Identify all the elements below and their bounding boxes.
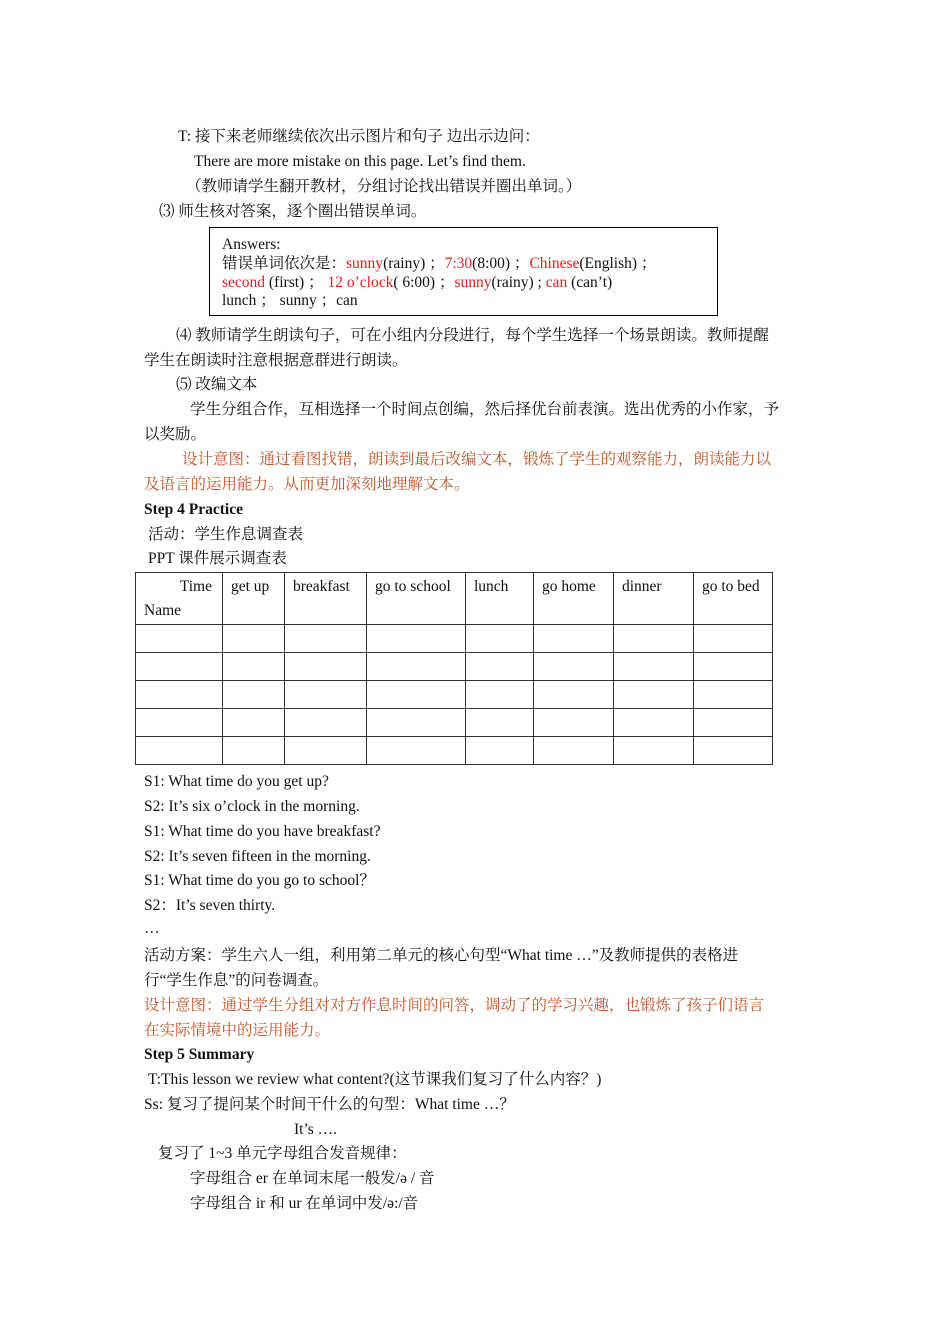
step5-rule-1: 字母组合 er 在单词末尾一般发/ə / 音 [190, 1170, 435, 1187]
table-cell [367, 737, 466, 765]
header-breakfast: breakfast [285, 573, 367, 625]
table-cell [367, 709, 466, 737]
table-cell [136, 625, 223, 653]
table-cell [614, 653, 694, 681]
dialogue-line: S2: It’s six o’clock in the morning. [144, 798, 360, 815]
table-cell [534, 681, 614, 709]
design-intent-1-line-1: 设计意图：通过看图找错，朗读到最后改编文本，锻炼了学生的观察能力，朗读能力以 [182, 451, 772, 468]
survey-table [135, 572, 773, 765]
table-cell [694, 737, 773, 765]
step5-title: Step 5 Summary [144, 1046, 255, 1063]
table-cell [223, 653, 285, 681]
table-cell [466, 737, 534, 765]
design-intent-1-line-2: 及语言的运用能力。从而更加深刻地理解文本。 [144, 476, 470, 493]
table-cell [534, 709, 614, 737]
table-row [136, 681, 773, 709]
header-dinner: dinner [614, 573, 694, 625]
corner-name-label: Name [144, 602, 182, 619]
table-header-row [136, 573, 773, 625]
table-cell [223, 709, 285, 737]
note-line: （教师请学生翻开教材，分组讨论找出错误并圈出单词。） [186, 178, 582, 195]
dialogue-line: S2: It’s seven fifteen in the morning. [144, 848, 371, 865]
answer-text: (rainy) ； [383, 255, 445, 272]
table-cell [285, 737, 367, 765]
header-lunch: lunch [466, 573, 534, 625]
table-row [136, 737, 773, 765]
wrong-word: can [545, 274, 568, 291]
plan-line-2: 行“学生作息”的问卷调查。 [144, 972, 329, 989]
answers-row-2 [222, 273, 612, 292]
table-cell [694, 681, 773, 709]
table-corner-cell [136, 573, 223, 625]
answers-row-3: lunch ； sunny ；can [222, 292, 358, 309]
step4-ppt: PPT 课件展示调查表 [148, 550, 287, 567]
step5-rule-2: 字母组合 ir 和 ur 在单词中发/ə:/音 [190, 1195, 419, 1212]
teacher-line: T: 接下来老师继续依次出示图片和句子 边出示边问： [178, 128, 540, 145]
table-cell [534, 625, 614, 653]
step5-review-line: 复习了 1~3 单元字母组合发音规律： [158, 1145, 407, 1162]
table-cell [534, 653, 614, 681]
table-cell [367, 653, 466, 681]
table-cell [466, 709, 534, 737]
table-cell [223, 681, 285, 709]
table-cell [285, 709, 367, 737]
table-cell [466, 625, 534, 653]
table-cell [136, 653, 223, 681]
header-go-to-bed: go to bed [694, 573, 773, 625]
table-cell [285, 625, 367, 653]
design-intent-2-line-1: 设计意图：通过学生分组对对方作息时间的问答，调动了的学习兴趣，也锻炼了孩子们语言 [144, 997, 765, 1014]
answers-row-1 [222, 254, 656, 273]
answer-text: (can’t) [567, 274, 613, 291]
table-cell [614, 737, 694, 765]
header-get-up: get up [223, 573, 285, 625]
table-cell [694, 653, 773, 681]
dialogue-line: S1: What time do you go to school？ [144, 872, 375, 889]
step5-teacher-line: T:This lesson we review what content?(这节课我们复习了什么内容？) [148, 1071, 602, 1088]
answer-text: ( 6:00) ； [393, 274, 455, 291]
table-cell [285, 681, 367, 709]
answers-box [209, 227, 718, 316]
step4-title: Step 4 Practice [144, 501, 243, 518]
answer-text: (English) ； [579, 255, 657, 272]
table-cell [367, 681, 466, 709]
header-go-to-school: go to school [367, 573, 466, 625]
plan-line-1: 活动方案：学生六人一组，利用第二单元的核心句型“What time …”及教师提供的表格进 [144, 947, 739, 964]
table-cell [614, 709, 694, 737]
table-cell [136, 681, 223, 709]
table-cell [694, 625, 773, 653]
wrong-word: 12 o’clock [327, 274, 394, 291]
para5-line-1: 学生分组合作，互相选择一个时间点创编，然后择优台前表演。选出优秀的小作家，予 [190, 401, 780, 418]
design-intent-2-line-2: 在实际情境中的运用能力。 [144, 1022, 331, 1039]
table-cell [223, 737, 285, 765]
table-row [136, 653, 773, 681]
answer-text: (first) ； [265, 274, 328, 291]
wrong-word: sunny [346, 255, 384, 272]
wrong-word: 7:30 [444, 255, 473, 272]
answer-text: (rainy) ; [491, 274, 546, 291]
answers-title: Answers: [222, 236, 281, 253]
para4-line-2: 学生在朗读时注意根据意群进行朗读。 [144, 352, 408, 369]
para5-heading: ⑸ 改编文本 [176, 376, 258, 393]
step3-line: ⑶ 师生核对答案，逐个圈出错误单词。 [159, 203, 427, 220]
table-cell [136, 737, 223, 765]
table-cell [466, 681, 534, 709]
step4-activity: 活动：学生作息调查表 [148, 526, 304, 543]
para5-line-2: 以奖励。 [144, 426, 207, 443]
dialogue-line: S2：It’s seven thirty. [144, 897, 276, 914]
table-cell [466, 653, 534, 681]
table-cell [614, 681, 694, 709]
table-cell [136, 709, 223, 737]
dialogue-line: S1: What time do you have breakfast? [144, 823, 381, 840]
para4-line-1: ⑷ 教师请学生朗读句子，可在小组内分段进行，每个学生选择一个场景朗读。教师提醒 [176, 327, 769, 344]
table-row [136, 709, 773, 737]
table-cell [285, 653, 367, 681]
wrong-word: Chinese [529, 255, 580, 272]
dialogue-ellipsis: … [144, 920, 160, 937]
answer-text: 错误单词依次是： [222, 255, 347, 272]
wrong-word: second [222, 274, 266, 291]
answer-text: (8:00) ； [472, 255, 530, 272]
table-cell [367, 625, 466, 653]
table-cell [694, 709, 773, 737]
header-go-home: go home [534, 573, 614, 625]
table-cell [614, 625, 694, 653]
step5-its-line: It’s …. [294, 1121, 338, 1138]
wrong-word: sunny [454, 274, 492, 291]
table-row [136, 625, 773, 653]
step5-students-line: Ss: 复习了提问某个时间干什么的句型：What time …？ [144, 1096, 515, 1113]
table-cell [534, 737, 614, 765]
english-line: There are more mistake on this page. Let’s find them. [194, 153, 526, 170]
corner-time-label: Time [179, 578, 212, 595]
dialogue-line: S1: What time do you get up? [144, 773, 329, 790]
table-cell [223, 625, 285, 653]
